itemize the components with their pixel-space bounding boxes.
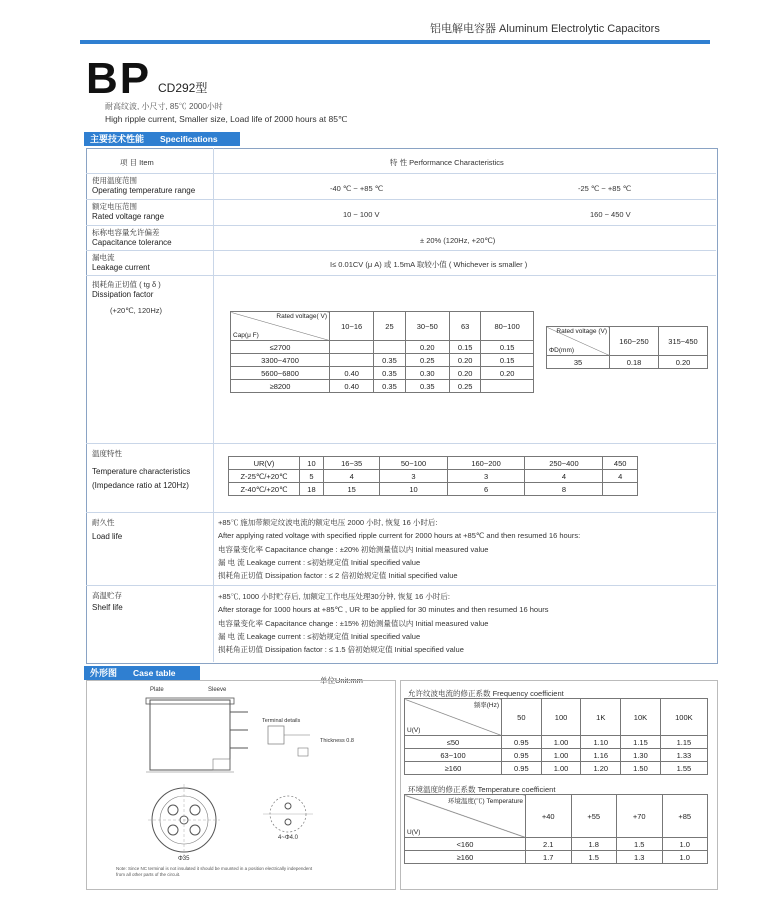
label-text: Leakage current [92, 263, 150, 272]
label-text: Temperature characteristics [92, 467, 191, 476]
table-cell [374, 341, 405, 354]
label-text: 环境温度(℃) Temperature [447, 798, 523, 805]
life-line: 漏 电 流 Leakage current : ≤初始规定值 Initial specified value [218, 558, 421, 567]
subtitle-en: High ripple current, Smaller size, Load life of 2000 hours at 85℃ [105, 114, 348, 124]
leak-label [92, 253, 150, 273]
table-cell: 4 [603, 470, 638, 483]
shelf-line: 电容量变化率 Capacitance change : ±15% 初始测量值以内 Initial measured value [218, 619, 489, 628]
table-cell: 0.95 [502, 736, 542, 749]
shelf-line: 漏 电 流 Leakage current : ≤初始规定值 Initial specified value [218, 632, 421, 641]
table-cell: 1.55 [660, 762, 707, 775]
table-cell: 4 [525, 470, 603, 483]
table-cell: 1.5 [571, 851, 617, 864]
table-row [405, 838, 708, 851]
table-cell: 0.95 [502, 749, 542, 762]
rated-v-v1: 10 ~ 100 V [343, 210, 380, 219]
case-section-en: Case table [133, 668, 176, 678]
table-cell: 0.15 [481, 341, 534, 354]
table-cell: 1.20 [581, 762, 621, 775]
table-cell: 0.95 [502, 762, 542, 775]
table-cell: 1.00 [541, 749, 581, 762]
op-temp-label [92, 176, 195, 196]
df-table-corner [231, 312, 330, 341]
label-text: 损耗角正切值 ( tg δ ) [92, 280, 161, 289]
table-cell: 5600~6800 [231, 367, 330, 380]
table-cell: 50 [502, 699, 542, 736]
row-divider [86, 512, 716, 513]
table-row [405, 762, 708, 775]
label-text: Cap(μ F) [233, 332, 259, 339]
table-cell: 0.25 [405, 354, 449, 367]
df-condition: (+20℃, 120Hz) [110, 306, 162, 315]
table-cell: ≤2700 [231, 341, 330, 354]
table-cell: 10K [621, 699, 661, 736]
label-text: 漏电流 [92, 253, 115, 262]
header-title: 铝电解电容器 Aluminum Electrolytic Capacitors [430, 23, 660, 35]
table-cell: 1.33 [660, 749, 707, 762]
table-row [405, 749, 708, 762]
table-cell: 15 [323, 483, 380, 496]
table-cell: 63~100 [405, 749, 502, 762]
life-line: After applying rated voltage with specified ripple current for 2000 hours at +85℃ and then resumed 16 hours: [218, 531, 581, 540]
table-cell: 0.20 [659, 356, 708, 369]
label-text: (Impedance ratio at 120Hz) [92, 481, 189, 490]
leak-value: I≤ 0.01CV (μ A) 或 1.5mA 取较小值 ( Whichever is smaller ) [330, 260, 528, 269]
table-cell: 3 [447, 470, 525, 483]
life-line: +85℃ 施加带额定纹波电流的额定电压 2000 小时, 恢复 16 小时后: [218, 518, 438, 527]
label-text: 额定电压范围 [92, 202, 137, 211]
table-cell: 0.18 [610, 356, 659, 369]
table-row [231, 341, 534, 354]
df-volt-header: 80~100 [481, 312, 534, 341]
row-divider [86, 585, 716, 586]
table-cell: +70 [617, 795, 663, 838]
table-cell: ≥160 [405, 851, 526, 864]
table-cell: 10 [380, 483, 447, 496]
rated-v-v2: 160 ~ 450 V [590, 210, 631, 219]
table-cell: 3300~4700 [231, 354, 330, 367]
table-row [231, 367, 534, 380]
holes-label: 4~Φ4.0 [278, 835, 298, 841]
table-cell: 1.00 [541, 762, 581, 775]
table-cell: 1.0 [662, 838, 708, 851]
table-cell: 10 [300, 457, 324, 470]
table-cell: 1.15 [660, 736, 707, 749]
label-text [92, 459, 190, 467]
table-row [405, 851, 708, 864]
terminal-label: Terminal details [262, 718, 301, 724]
table-cell: 0.40 [330, 367, 374, 380]
label-text: Shelf life [92, 603, 123, 612]
label-text: Rated voltage (V) [556, 328, 607, 335]
table-cell: ≤50 [405, 736, 502, 749]
thickness-label: Thickness 0.8 [320, 738, 354, 744]
label-text: Capacitance tolerance [92, 238, 172, 247]
table-header-row [405, 699, 708, 736]
table-cell [330, 354, 374, 367]
row-divider [86, 173, 716, 174]
label-text: Operating temperature range [92, 186, 196, 195]
capacitor-drawing [88, 682, 392, 886]
item-heading: 项 目 Item [120, 158, 154, 167]
temp-char-table [228, 456, 638, 496]
temp-coef-table [404, 794, 708, 864]
table-cell: 1.5 [617, 838, 663, 851]
table-cell: 16~35 [323, 457, 380, 470]
unit-label: 单位Unit:mm [320, 676, 363, 685]
table-header-row [405, 795, 708, 838]
perf-heading: 特 性 Performance Characteristics [390, 158, 504, 167]
table-cell: 0.15 [481, 354, 534, 367]
op-temp-v1: -40 ℃ ~ +85 ℃ [330, 184, 384, 193]
df-volt-header: 10~16 [330, 312, 374, 341]
table-cell: +85 [662, 795, 708, 838]
model-name: CD292型 [158, 81, 208, 95]
table-cell: 1.8 [571, 838, 617, 851]
table-cell: 100 [541, 699, 581, 736]
row-divider [86, 250, 716, 251]
table-header-row [231, 312, 534, 341]
table-cell: 0.30 [405, 367, 449, 380]
table-cell: 3 [380, 470, 447, 483]
table-header-row [547, 327, 708, 356]
freq-coef-table [404, 698, 708, 775]
df-volt-header: 25 [374, 312, 405, 341]
case-section-cn: 外形图 [90, 668, 118, 678]
row-divider [86, 199, 716, 200]
row-divider [86, 225, 716, 226]
shelf-line: After storage for 1000 hours at +85℃ , UR to be applied for 30 minutes and then resumed 16 hours [218, 605, 549, 614]
shelf-life-label [92, 591, 123, 613]
label-text: Rated voltage range [92, 212, 165, 221]
table-cell: 1.10 [581, 736, 621, 749]
table-row [405, 736, 708, 749]
table-cell: 1.30 [621, 749, 661, 762]
table-cell: 6 [447, 483, 525, 496]
table-row [231, 354, 534, 367]
header-rule [80, 40, 710, 44]
table-cell: +40 [526, 795, 572, 838]
drawing-note: Note: Since NC terminal is not insulated it should be mounted in a position electrically independent from all other parts of the circuit. [116, 866, 313, 877]
df-volt-header: 63 [449, 312, 480, 341]
table-cell: 1.3 [617, 851, 663, 864]
table-cell: <160 [405, 838, 526, 851]
load-life-label [92, 518, 122, 542]
rated-v-label [92, 202, 164, 222]
table-cell: 0.20 [449, 354, 480, 367]
table-cell: 0.20 [481, 367, 534, 380]
life-line: 电容量变化率 Capacitance change : ±20% 初始测量值以内 Initial measured value [218, 545, 489, 554]
df2-volt-header: 315~450 [659, 327, 708, 356]
diameter-label: Φ35 [178, 856, 190, 862]
table-cell: Z-25℃/+20℃ [229, 470, 300, 483]
spec-section-bar [84, 132, 240, 146]
table-cell: 1.00 [541, 736, 581, 749]
table-cell: 0.35 [374, 380, 405, 393]
shelf-line: 损耗角正切值 Dissipation factor : ≤ 1.5 倍初始规定值 Initial specified value [218, 645, 464, 654]
table-row [547, 356, 708, 369]
table-cell: 100K [660, 699, 707, 736]
table-cell: 1.0 [662, 851, 708, 864]
plate-label: Plate [150, 687, 164, 693]
temp-char-label [92, 449, 190, 491]
label-text: 使用温度范围 [92, 176, 137, 185]
label-text: U(V) [407, 829, 421, 836]
label-text: 温度特性 [92, 449, 122, 458]
table-header-row [229, 457, 638, 470]
row-divider [86, 443, 716, 444]
table-cell: 35 [547, 356, 610, 369]
table-cell: Z-40℃/+20℃ [229, 483, 300, 496]
df-table-high-voltage [546, 326, 708, 369]
table-cell: 1.7 [526, 851, 572, 864]
table-cell: 0.20 [405, 341, 449, 354]
shelf-line: +85℃, 1000 小时贮存后, 加额定工作电压处理30分钟, 恢复 16 小时后: [218, 592, 450, 601]
label-text: U(V) [407, 727, 421, 734]
label-text: 频率(Hz) [473, 702, 499, 709]
sleeve-label: Sleeve [208, 687, 227, 693]
label-text: 耐久性 [92, 518, 115, 527]
cap-tol-value: ± 20% (120Hz, +20℃) [420, 236, 496, 245]
table-cell: 0.35 [405, 380, 449, 393]
table-row [229, 483, 638, 496]
table-cell: 50~100 [380, 457, 447, 470]
table-cell: 4 [323, 470, 380, 483]
table-row [231, 380, 534, 393]
table-cell: 0.35 [374, 367, 405, 380]
freq-corner [405, 699, 502, 736]
table-row [229, 470, 638, 483]
table-cell: 1.15 [621, 736, 661, 749]
temp-coef-corner [405, 795, 526, 838]
table-cell: 5 [300, 470, 324, 483]
table-cell: 8 [525, 483, 603, 496]
table-cell: 2.1 [526, 838, 572, 851]
case-section-bar [84, 666, 200, 680]
table-cell: 1.50 [621, 762, 661, 775]
label-text: Rated voltage( V) [276, 313, 327, 320]
op-temp-v2: -25 ℃ ~ +85 ℃ [578, 184, 632, 193]
table-cell: 1K [581, 699, 621, 736]
table-cell [481, 380, 534, 393]
table-cell: 0.25 [449, 380, 480, 393]
table-cell: 250~400 [525, 457, 603, 470]
table-cell: 450 [603, 457, 638, 470]
table-cell: 1.16 [581, 749, 621, 762]
label-text: Load life [92, 532, 123, 541]
life-line: 损耗角正切值 Dissipation factor : ≤ 2 倍初始规定值 Initial specified value [218, 571, 458, 580]
table-cell: ≥8200 [231, 380, 330, 393]
table-cell [603, 483, 638, 496]
table-cell: 0.15 [449, 341, 480, 354]
table-cell: +55 [571, 795, 617, 838]
freq-title: 允许纹波电流的修正系数 Frequency coefficient [408, 689, 564, 698]
series-name: BP [86, 54, 152, 103]
df-table-low-voltage [230, 311, 534, 393]
temp-head: UR(V) [229, 457, 300, 470]
label-text: ΦD(mm) [549, 347, 575, 354]
temp-coef-title: 环境温度的修正系数 Temperature coefficient [408, 785, 556, 794]
df2-volt-header: 160~250 [610, 327, 659, 356]
cap-tol-label [92, 228, 172, 248]
df-volt-header: 30~50 [405, 312, 449, 341]
table-cell: 0.40 [330, 380, 374, 393]
df2-table-corner [547, 327, 610, 356]
df-label [92, 280, 161, 300]
table-cell: 0.20 [449, 367, 480, 380]
spec-section-cn: 主要技术性能 [90, 134, 145, 144]
table-cell [330, 341, 374, 354]
label-text: 高温贮存 [92, 591, 122, 600]
table-cell: 0.35 [374, 354, 405, 367]
subtitle-cn: 耐高纹波, 小尺寸, 85℃ 2000小时 [105, 102, 223, 111]
label-text: Dissipation factor [92, 290, 154, 299]
label-text: 标称电容量允许偏差 [92, 228, 160, 237]
spec-section-en: Specifications [160, 134, 218, 144]
table-cell: ≥160 [405, 762, 502, 775]
row-divider [86, 275, 716, 276]
table-cell: 160~200 [447, 457, 525, 470]
table-cell: 18 [300, 483, 324, 496]
